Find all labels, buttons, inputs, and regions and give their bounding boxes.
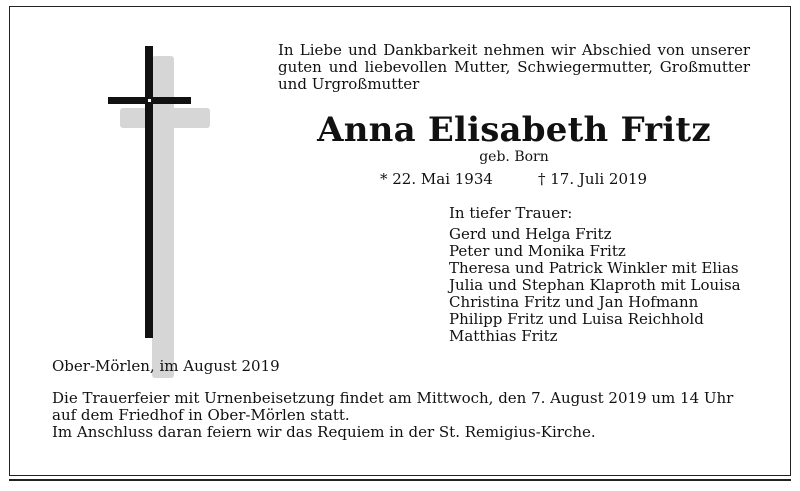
cross-center-highlight [148, 99, 151, 102]
mourner-name: Gerd und Helga Fritz [449, 225, 612, 243]
mourners-list [449, 205, 769, 345]
funeral-line: Im Anschluss daran feiern wir das Requiem in der St. Remigius-Kirche. [52, 423, 596, 441]
mourner-name: Peter und Monika Fritz [449, 242, 626, 260]
cross-shadow-horizontal [120, 108, 210, 128]
cross-icon [108, 46, 208, 338]
birth-date: * 22. Mai 1934 [380, 170, 493, 188]
mourner-name: Theresa und Patrick Winkler mit Elias [449, 259, 739, 277]
bottom-rule [9, 479, 791, 481]
death-date: † 17. Juli 2019 [538, 170, 648, 188]
birth-name: geb. Born [479, 149, 549, 165]
funeral-line: auf dem Friedhof in Ober-Mörlen statt. [52, 406, 350, 424]
mourners-heading: In tiefer Trauer: [449, 204, 573, 222]
place-and-date: Ober-Mörlen, im August 2019 [52, 357, 280, 375]
cross-vertical-beam [145, 46, 153, 338]
cross-shadow-vertical [152, 56, 174, 378]
mourner-name: Julia und Stephan Klaproth mit Louisa [449, 276, 741, 294]
mourner-name: Christina Fritz und Jan Hofmann [449, 293, 699, 311]
deceased-name: Anna Elisabeth Fritz [317, 110, 711, 150]
funeral-details [52, 390, 752, 441]
mourner-name: Matthias Fritz [449, 327, 558, 345]
intro-text: In Liebe und Dankbarkeit nehmen wir Abschied von unserer guten und liebevollen Mutter, Schwiegermutter, Großmutter und Urgroßmutter [278, 41, 750, 93]
mourner-name: Philipp Fritz und Luisa Reichhold [449, 310, 704, 328]
funeral-line: Die Trauerfeier mit Urnenbeisetzung findet am Mittwoch, den 7. August 2019 um 14 Uhr [52, 389, 734, 407]
